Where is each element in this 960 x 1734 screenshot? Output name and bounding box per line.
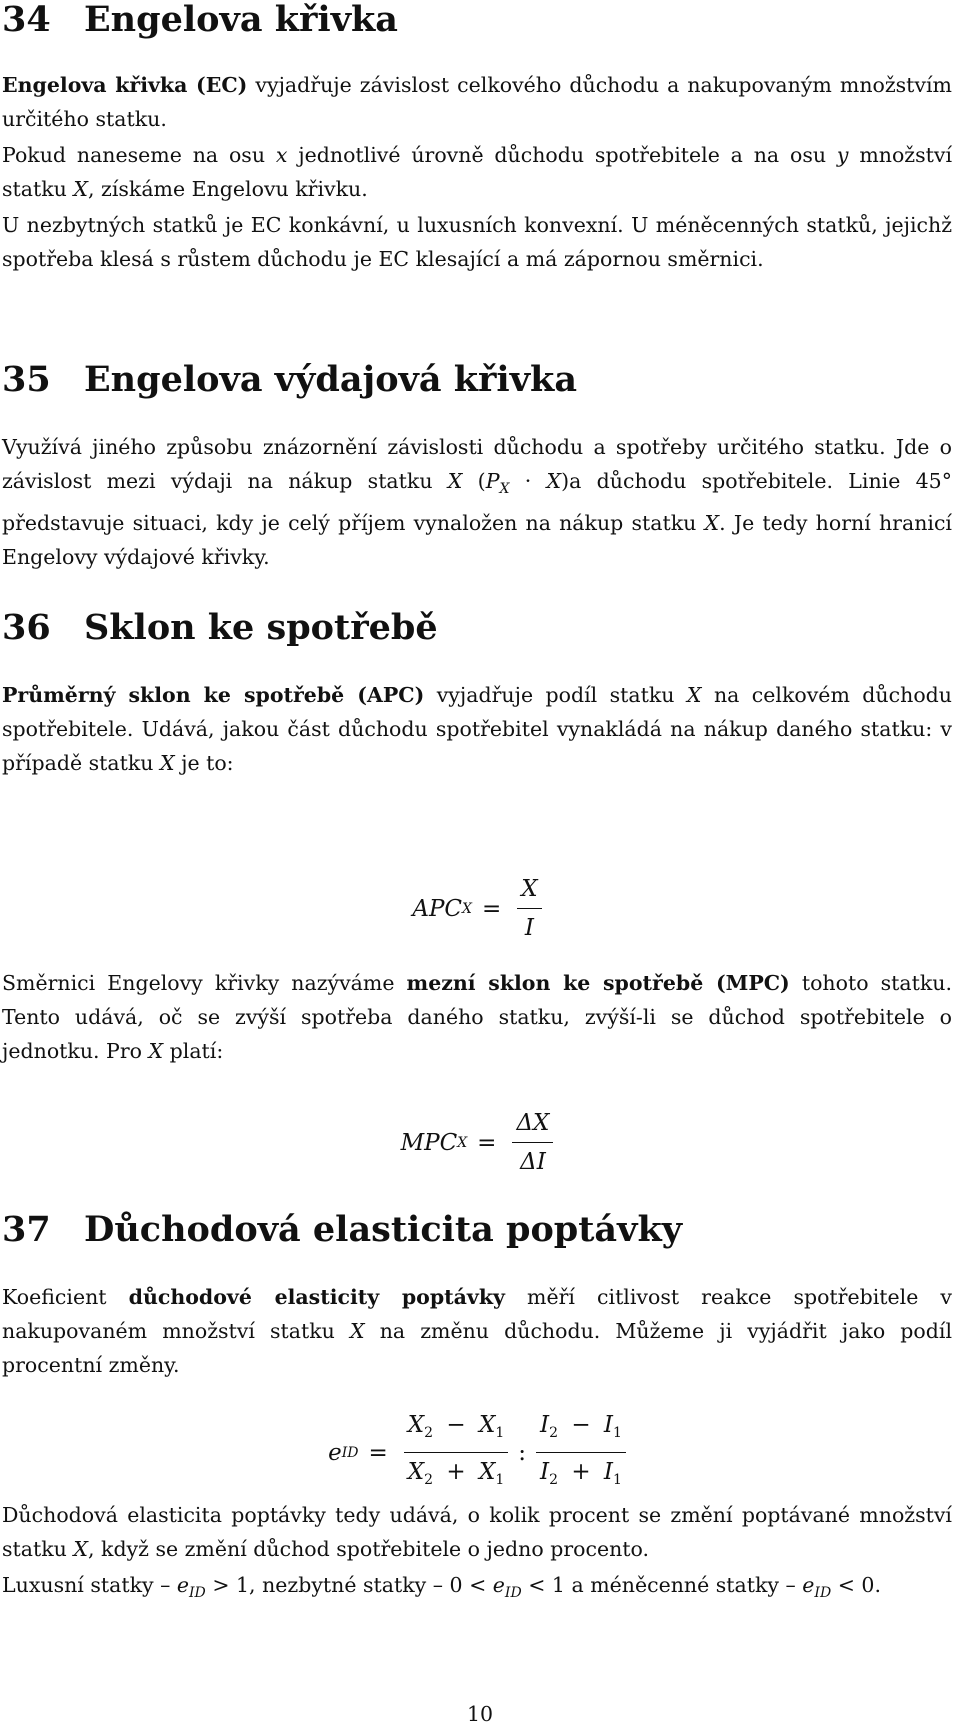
fraction: $\frac{\Delta X}{\Delta I}$ (512, 1108, 553, 1177)
fraction: $\frac{X}{I}$ (517, 874, 541, 943)
section-heading-35 (2, 360, 577, 400)
paragraph: Důchodová elasticita poptávky tedy udává, o kolik procent se změní poptávané množství statku X, když se změní důchod spotřebitele o jedno procento. (2, 1503, 952, 1561)
section-heading-34 (2, 0, 398, 40)
section-title: Engelova výdajová křivka (84, 359, 577, 400)
paragraph: Pokud naneseme na osu x jednotlivé úrovně důchodu spotřebitele a na osu y množství statku X, získáme Engelovu křivku. (2, 143, 952, 201)
section-title: Sklon ke spotřebě (84, 607, 438, 648)
section-number: 35 (2, 359, 51, 400)
section-heading-36 (2, 608, 438, 648)
equation-mpc: MPC X = $\frac{\Delta X}{\Delta I}$ (0, 1108, 960, 1177)
term-bold: mezní sklon ke spotřebě (MPC) (406, 971, 790, 995)
section-number: 34 (2, 0, 51, 40)
equation-income-elasticity: e ID = $\frac{X_2 - X_1}{X_2 + X_1}$ : $\frac{I_2 - I_1}{I_2 + I_1}$ (0, 1410, 960, 1495)
term-bold: Průměrný sklon ke spotřebě (APC) (2, 683, 425, 707)
term-bold: důchodové elasticity poptávky (128, 1285, 505, 1309)
section-title: Důchodová elasticita poptávky (84, 1209, 683, 1250)
paragraph: Průměrný sklon ke spotřebě (APC) vyjadřuje podíl statku X na celkovém důchodu spotřebitele. Udává, jakou část důchodu spotřebitel vynakládá na nákup daného statku: v případě statku X je to: (2, 683, 952, 775)
paragraph: Koeficient důchodové elasticity poptávky měří citlivost reakce spotřebitele v nakupovaném množství statku X na změnu důchodu. Můžeme ji vyjádřit jako podíl procentní změny. (2, 1285, 952, 1377)
paragraph: Engelova křivka (EC) vyjadřuje závislost celkového důchodu a nakupovaným množstvím určitého statku. (2, 73, 952, 131)
paragraph: Luxusní statky – $e_{ID} > 1$, nezbytné statky – $0 < e_{ID} < 1$ a méněcenné statky – $e_{ID} < 0$. (2, 1573, 881, 1601)
paragraph: Využívá jiného způsobu znázornění závislosti důchodu a spotřeby určitého statku. Jde o závislost mezi výdaji na nákup statku X $(P_X \cdot X)a$ důchodu spotřebitele. Linie 45° představuje situaci, kdy je celý příjem vynaložen na nákup statku X. Je tedy horní hranicí Engelovy výdajové křivky. (2, 435, 952, 569)
fraction-income: $\frac{I_2 - I_1}{I_2 + I_1}$ (536, 1410, 626, 1495)
section-heading-37 (2, 1210, 682, 1250)
term-bold: Engelova křivka (EC) (2, 73, 248, 97)
fraction-quantity: $\frac{X_2 - X_1}{X_2 + X_1}$ (404, 1410, 509, 1495)
section-number: 37 (2, 1209, 51, 1250)
paragraph: U nezbytných statků je EC konkávní, u luxusních konvexní. U méněcenných statků, jejichž spotřeba klesá s růstem důchodu je EC klesající a má zápornou směrnici. (2, 213, 952, 271)
equation-apc: APC X = $\frac{X}{I}$ (0, 874, 960, 943)
section-number: 36 (2, 607, 51, 648)
section-title: Engelova křivka (84, 0, 398, 40)
page-number: 10 (466, 1702, 494, 1726)
paragraph: Směrnici Engelovy křivky nazýváme mezní sklon ke spotřebě (MPC) tohoto statku. Tento udává, oč se zvýší spotřeba daného statku, zvýší-li se důchod spotřebitele o jednotku. Pro X platí: (2, 971, 952, 1063)
